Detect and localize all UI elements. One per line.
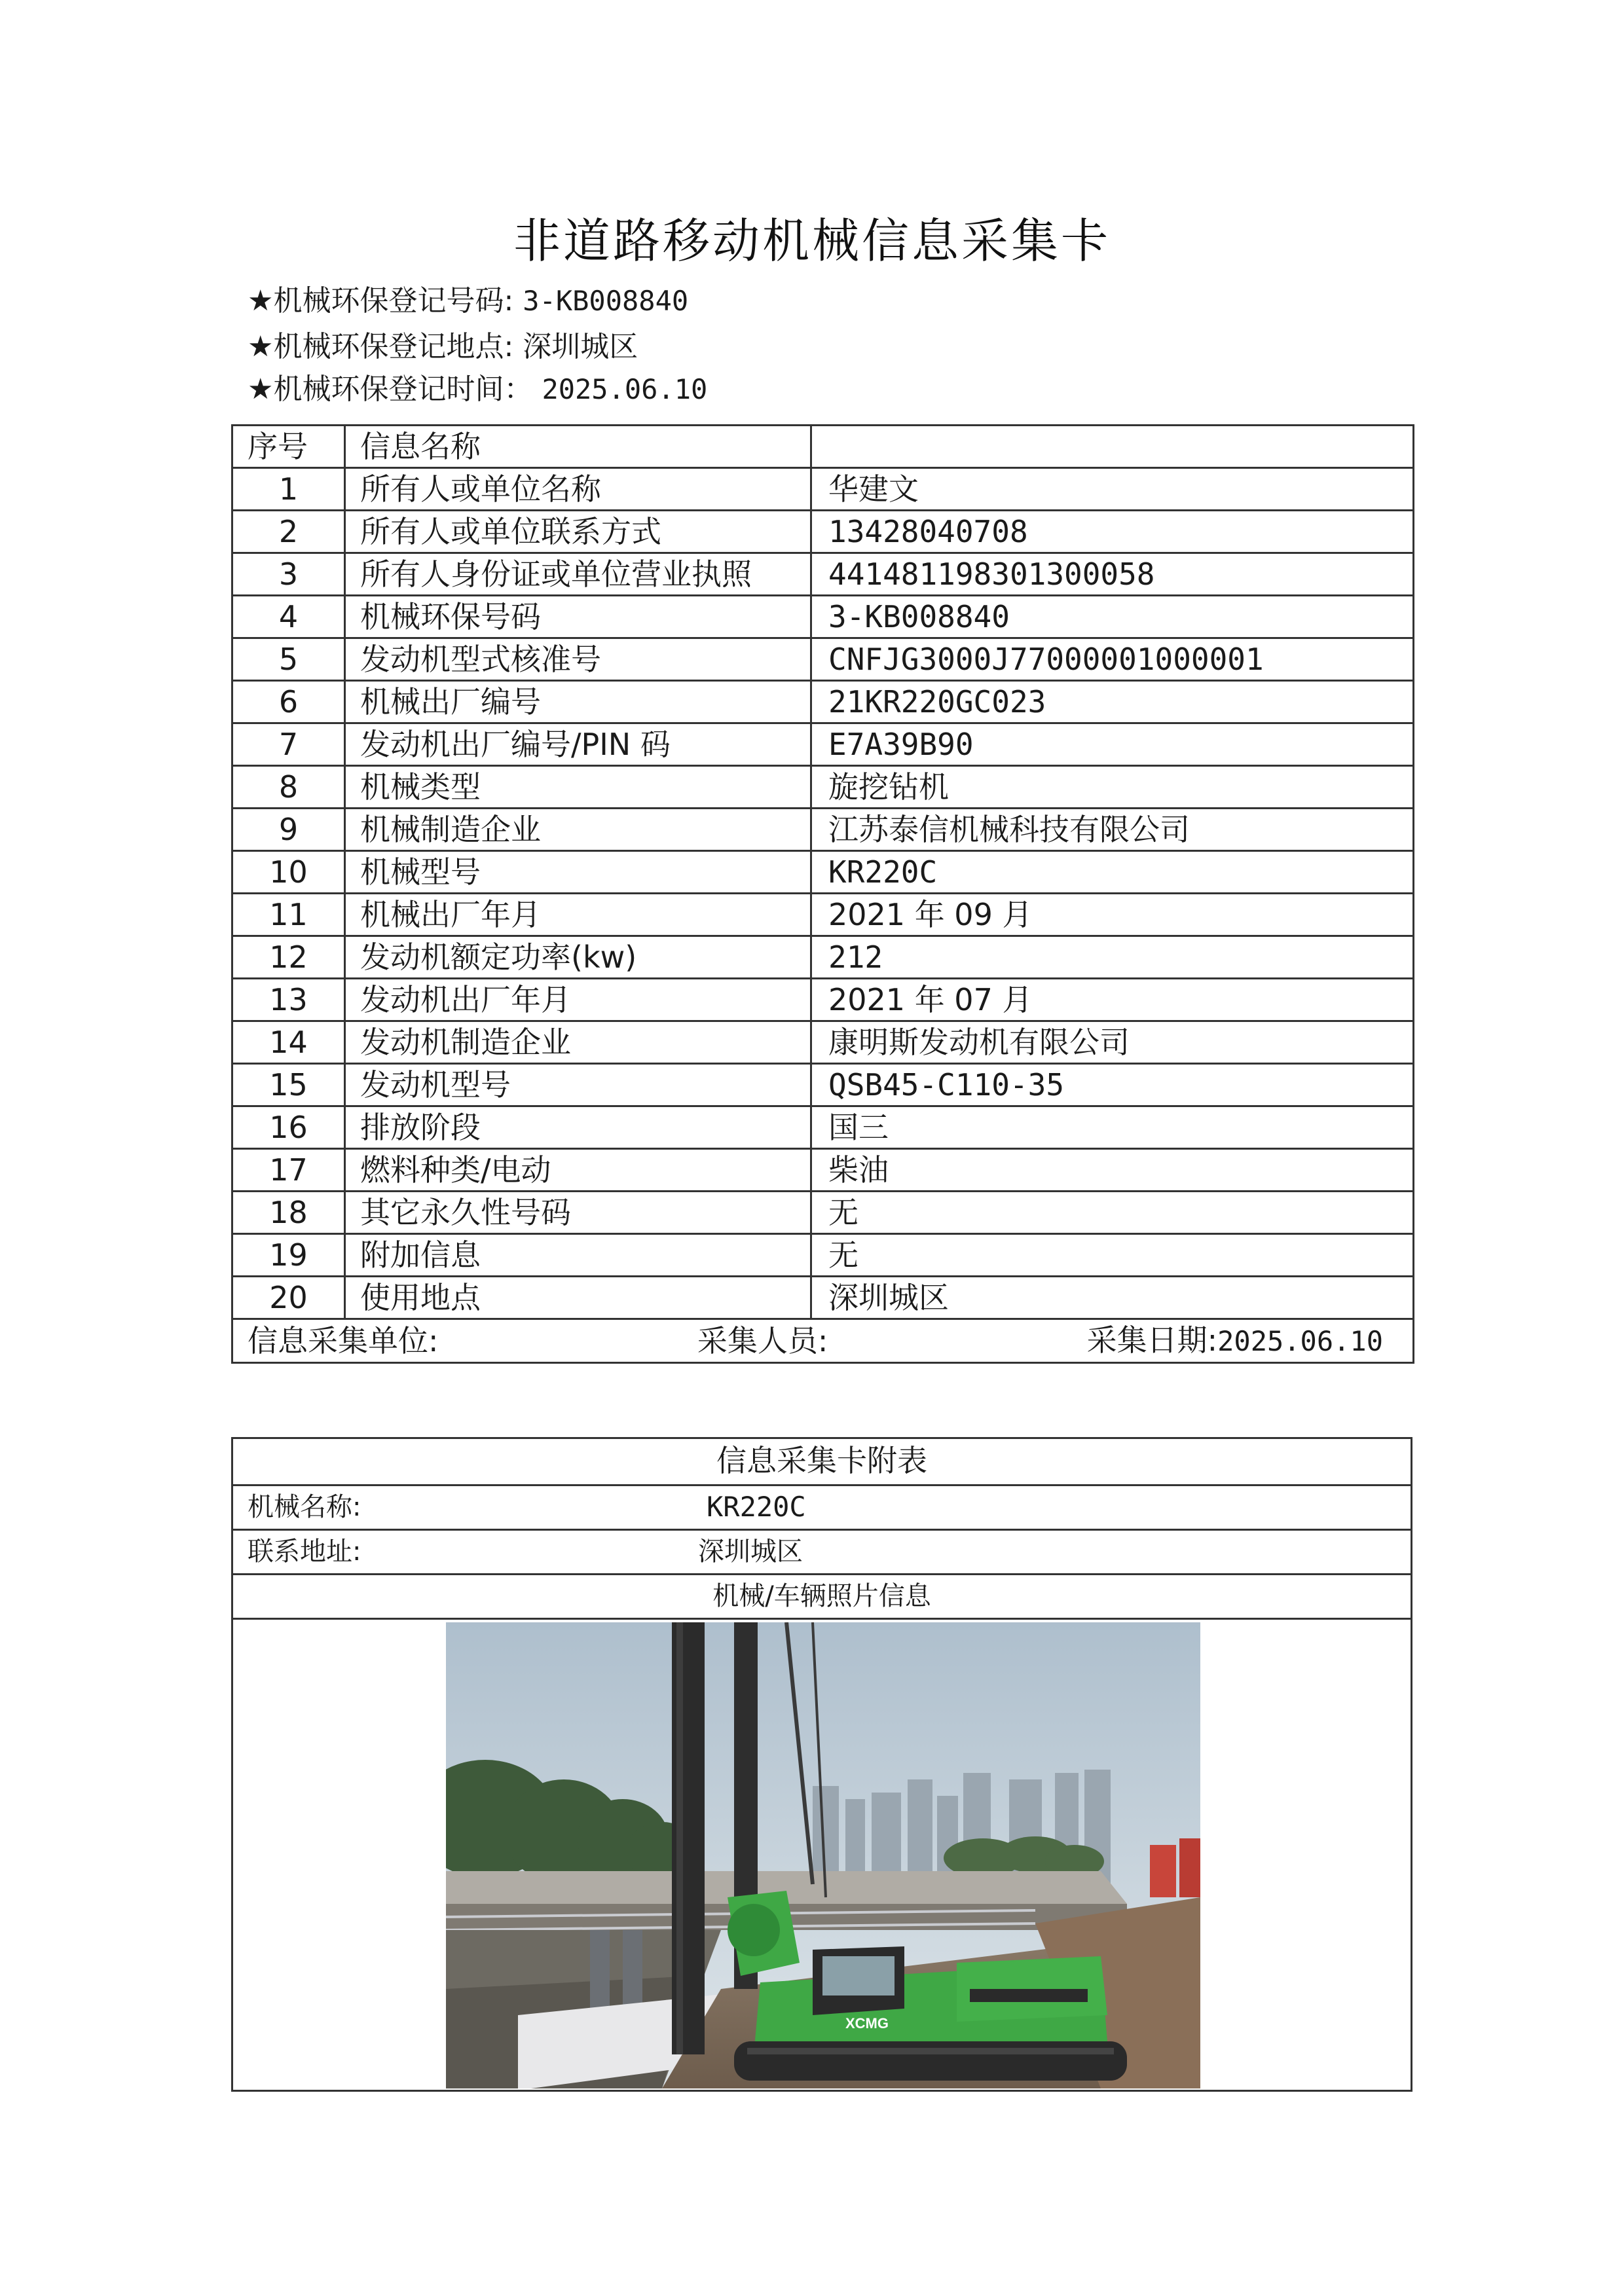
row-name: 机械环保号码 <box>345 596 811 638</box>
row-value: 21KR220GC023 <box>811 681 1414 723</box>
row-value: 柴油 <box>811 1149 1414 1192</box>
row-no: 10 <box>232 851 345 894</box>
header-no: 序号 <box>232 426 345 468</box>
collection-unit-label: 信息采集单位: <box>248 1323 439 1358</box>
row-no: 9 <box>232 809 345 851</box>
machine-photo-illustration <box>446 1622 1200 2088</box>
row-name: 机械制造企业 <box>345 809 811 851</box>
registration-number-value: 3-KB008840 <box>523 285 689 317</box>
machine-name-label: 机械名称: <box>248 1492 361 1522</box>
annex-address-row <box>233 1531 1411 1575</box>
row-no: 4 <box>232 596 345 638</box>
table-row <box>232 511 1414 553</box>
row-name: 发动机型式核准号 <box>345 638 811 681</box>
table-row <box>232 1021 1414 1064</box>
row-name: 使用地点 <box>345 1277 811 1319</box>
table-row <box>232 809 1414 851</box>
registration-place-label: ★机械环保登记地点: <box>248 330 514 363</box>
row-name: 机械类型 <box>345 766 811 809</box>
header-name: 信息名称 <box>345 426 811 468</box>
row-value: 康明斯发动机有限公司 <box>811 1021 1414 1064</box>
registration-number-label: ★机械环保登记号码: <box>248 284 514 318</box>
row-value: 江苏泰信机械科技有限公司 <box>811 809 1414 851</box>
row-no: 2 <box>232 511 345 553</box>
row-no: 7 <box>232 723 345 766</box>
annex-machine-name-row <box>233 1486 1411 1531</box>
table-row <box>232 1192 1414 1234</box>
row-value: 13428040708 <box>811 511 1414 553</box>
row-value: CNFJG3000J77000001000001 <box>811 638 1414 681</box>
svg-text:XCMG: XCMG <box>845 2015 889 2032</box>
row-name: 发动机出厂编号/PIN 码 <box>345 723 811 766</box>
info-table <box>231 424 1414 1364</box>
registration-number-line <box>248 282 688 321</box>
row-no: 18 <box>232 1192 345 1234</box>
row-value: 无 <box>811 1192 1414 1234</box>
table-row <box>232 638 1414 681</box>
registration-time-label: ★机械环保登记时间： <box>248 373 533 406</box>
row-no: 19 <box>232 1234 345 1277</box>
registration-time-line <box>248 370 707 409</box>
photo-cell <box>233 1620 1411 2090</box>
registration-time-value: 2025.06.10 <box>542 373 708 405</box>
row-name: 附加信息 <box>345 1234 811 1277</box>
row-name: 其它永久性号码 <box>345 1192 811 1234</box>
row-no: 6 <box>232 681 345 723</box>
machine-name-value: KR220C <box>707 1491 806 1523</box>
row-name: 所有人或单位名称 <box>345 468 811 511</box>
row-no: 20 <box>232 1277 345 1319</box>
table-header-row <box>232 426 1414 468</box>
row-no: 12 <box>232 936 345 979</box>
row-no: 13 <box>232 979 345 1021</box>
table-row <box>232 681 1414 723</box>
row-no: 17 <box>232 1149 345 1192</box>
row-value: 3-KB008840 <box>811 596 1414 638</box>
photo-header: 机械/车辆照片信息 <box>233 1575 1411 1620</box>
row-name: 发动机额定功率(kw) <box>345 936 811 979</box>
registration-place-line <box>248 327 638 367</box>
table-row <box>232 1064 1414 1106</box>
row-no: 14 <box>232 1021 345 1064</box>
row-name: 机械出厂年月 <box>345 894 811 936</box>
table-row <box>232 1106 1414 1149</box>
collector-label: 采集人员: <box>697 1323 828 1358</box>
row-name: 机械型号 <box>345 851 811 894</box>
collection-date-label: 采集日期: <box>1086 1322 1218 1358</box>
row-value: 无 <box>811 1234 1414 1277</box>
address-label: 联系地址: <box>248 1537 361 1567</box>
page-title: 非道路移动机械信息采集卡 <box>513 213 1111 268</box>
row-value: 华建文 <box>811 468 1414 511</box>
row-name: 燃料种类/电动 <box>345 1149 811 1192</box>
row-name: 发动机型号 <box>345 1064 811 1106</box>
table-row <box>232 1234 1414 1277</box>
row-value: 212 <box>811 936 1414 979</box>
table-row <box>232 766 1414 809</box>
table-row <box>232 851 1414 894</box>
table-row <box>232 936 1414 979</box>
collection-date-value: 2025.06.10 <box>1217 1325 1383 1357</box>
table-row <box>232 1149 1414 1192</box>
table-footer-row <box>232 1319 1414 1363</box>
row-name: 机械出厂编号 <box>345 681 811 723</box>
row-no: 15 <box>232 1064 345 1106</box>
machine-photo <box>446 1622 1200 2088</box>
row-value: 深圳城区 <box>811 1277 1414 1319</box>
row-value: KR220C <box>811 851 1414 894</box>
row-no: 8 <box>232 766 345 809</box>
row-no: 1 <box>232 468 345 511</box>
row-value: 2021 年 07 月 <box>811 979 1414 1021</box>
row-name: 所有人身份证或单位营业执照 <box>345 553 811 596</box>
table-row <box>232 468 1414 511</box>
row-value: 旋挖钻机 <box>811 766 1414 809</box>
row-name: 所有人或单位联系方式 <box>345 511 811 553</box>
annex-table <box>231 1437 1412 2092</box>
row-name: 排放阶段 <box>345 1106 811 1149</box>
row-value: 441481198301300058 <box>811 553 1414 596</box>
table-row <box>232 553 1414 596</box>
row-no: 16 <box>232 1106 345 1149</box>
row-name: 发动机出厂年月 <box>345 979 811 1021</box>
table-row <box>232 596 1414 638</box>
table-footer <box>232 1319 1414 1363</box>
address-value: 深圳城区 <box>698 1537 803 1567</box>
registration-place-value: 深圳城区 <box>523 330 638 363</box>
annex-title: 信息采集卡附表 <box>233 1439 1411 1486</box>
table-row <box>232 723 1414 766</box>
header-value <box>811 426 1414 468</box>
table-row <box>232 894 1414 936</box>
row-value: 2021 年 09 月 <box>811 894 1414 936</box>
table-row <box>232 979 1414 1021</box>
row-no: 5 <box>232 638 345 681</box>
row-value: 国三 <box>811 1106 1414 1149</box>
table-row <box>232 1277 1414 1319</box>
row-value: QSB45-C110-35 <box>811 1064 1414 1106</box>
collection-date <box>1087 1320 1383 1362</box>
row-value: E7A39B90 <box>811 723 1414 766</box>
row-name: 发动机制造企业 <box>345 1021 811 1064</box>
row-no: 3 <box>232 553 345 596</box>
row-no: 11 <box>232 894 345 936</box>
